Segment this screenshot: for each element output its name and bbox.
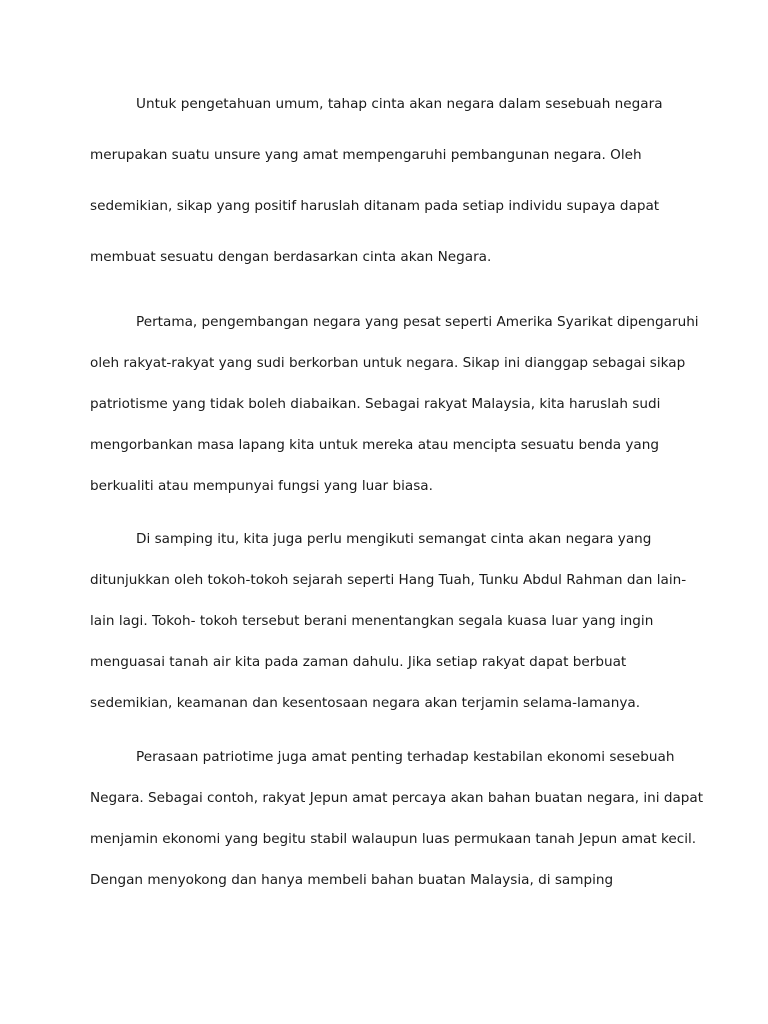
paragraph-4-line-2: Negara. Sebagai contoh, rakyat Jepun amat percaya akan bahan buatan negara, ini dapat <box>90 790 704 806</box>
paragraph-2-line-4: mengorbankan masa lapang kita untuk mereka atau mencipta sesuatu benda yang <box>90 437 659 453</box>
paragraph-2-line-3: patriotisme yang tidak boleh diabaikan. Sebagai rakyat Malaysia, kita haruslah sudi <box>90 396 661 412</box>
paragraph-3-line-5: sedemikian, keamanan dan kesentosaan negara akan terjamin selama-lamanya. <box>90 695 641 711</box>
paragraph-1-line-4: membuat sesuatu dengan berdasarkan cinta akan Negara. <box>90 249 492 265</box>
paragraph-3-line-4: menguasai tanah air kita pada zaman dahulu. Jika setiap rakyat dapat berbuat <box>90 654 627 670</box>
paragraph-3-line-2: ditunjukkan oleh tokoh-tokoh sejarah seperti Hang Tuah, Tunku Abdul Rahman dan lain- <box>90 572 687 588</box>
paragraph-1-line-1: Untuk pengetahuan umum, tahap cinta akan negara dalam sesebuah negara <box>136 96 663 112</box>
paragraph-1-line-2: merupakan suatu unsure yang amat mempengaruhi pembangunan negara. Oleh <box>90 147 642 163</box>
paragraph-2-line-5: berkualiti atau mempunyai fungsi yang luar biasa. <box>90 478 433 494</box>
paragraph-2-line-2: oleh rakyat-rakyat yang sudi berkorban untuk negara. Sikap ini dianggap sebagai sikap <box>90 355 686 371</box>
paragraph-4-line-3: menjamin ekonomi yang begitu stabil walaupun luas permukaan tanah Jepun amat kecil. <box>90 831 697 847</box>
paragraph-3-line-1: Di samping itu, kita juga perlu mengikuti semangat cinta akan negara yang <box>136 531 652 547</box>
paragraph-4-line-4: Dengan menyokong dan hanya membeli bahan buatan Malaysia, di samping <box>90 872 614 888</box>
paragraph-2-line-1: Pertama, pengembangan negara yang pesat seperti Amerika Syarikat dipengaruhi <box>136 314 699 330</box>
paragraph-1-line-3: sedemikian, sikap yang positif haruslah ditanam pada setiap individu supaya dapat <box>90 198 660 214</box>
paragraph-3-line-3: lain lagi. Tokoh- tokoh tersebut berani menentangkan segala kuasa luar yang ingin <box>90 613 654 629</box>
paragraph-4-line-1: Perasaan patriotime juga amat penting terhadap kestabilan ekonomi sesebuah <box>136 749 675 765</box>
